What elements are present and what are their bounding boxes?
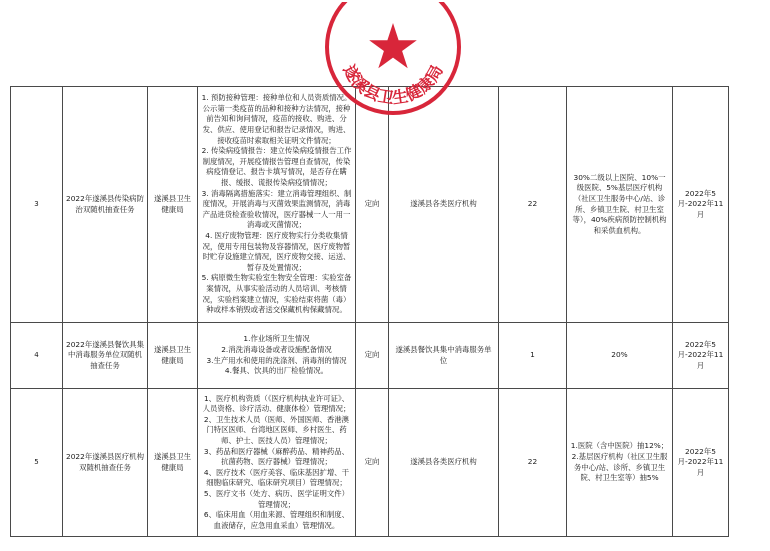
row-object: 遂溪县各类医疗机构 [389, 389, 499, 537]
svg-text:遂溪县卫生健康局: 遂溪县卫生健康局 [339, 61, 447, 108]
row-period: 2022年5月-2022年11月 [673, 323, 729, 389]
row-inspection-items [198, 389, 356, 537]
row-seq: 5 [11, 389, 63, 537]
inspection-item: 1.作业场所卫生情况 [243, 334, 310, 344]
inspection-item: 1、医疗机构资质（《医疗机构执业许可证》、人员资格、诊疗活动、健康体检）管理情况； [202, 393, 351, 414]
star-icon [369, 23, 417, 68]
inspection-task-table [10, 86, 729, 537]
inspection-item: 2、卫生技术人员（医师、外国医师、香港澳门特区医师、台湾地区医师、乡村医生、药师、护士、医技人员）管理情况； [203, 414, 350, 446]
row-inspection-items [198, 87, 356, 323]
row-period: 2022年5月-2022年11月 [673, 389, 729, 537]
row-inspection-items [198, 323, 356, 389]
row-ratio: 1.医院（含中医院）抽12%；2.基层医疗机构（社区卫生服务中心/站、诊所、乡镇卫生院、村卫生室等）抽5% [567, 389, 673, 537]
inspection-item: 2. 传染病疫情报告：建立传染病疫情报告工作制度情况，开展疫情报告管理自查情况，传染病疫情登记、报告卡填写情况，是否存在瞒报、缓报、谎报传染病疫情情况； [201, 146, 352, 188]
inspection-item: 3.生产用水和使用的洗涤剂、消毒剂的情况 [206, 355, 347, 365]
row-task-name: 2022年遂溪县传染病防治双随机抽查任务 [63, 87, 148, 323]
row-object: 遂溪县餐饮具集中消毒服务单位 [389, 323, 499, 389]
row-ratio: 20% [567, 323, 673, 389]
row-task-name: 2022年遂溪县餐饮具集中消毒服务单位双随机抽查任务 [63, 323, 148, 389]
inspection-item: 4、医疗技术（医疗美容、临床基因扩增、干细胞临床研究、临床研究项目）管理情况； [203, 467, 350, 488]
row-seq: 3 [11, 87, 63, 323]
row-period: 2022年5月-2022年11月 [673, 87, 729, 323]
inspection-item: 6、临床用血（用血来源、管理组织和制度、血液储存，应急用血采血）管理情况。 [203, 510, 350, 530]
row-department: 遂溪县卫生健康局 [148, 323, 198, 389]
row-object: 遂溪县各类医疗机构 [389, 87, 499, 323]
inspection-item: 2.消洗消毒设备或者设施配备情况 [221, 344, 332, 354]
row-seq: 4 [11, 323, 63, 389]
row-ratio: 30%二级以上医院、10%一级医院、5%基层医疗机构（社区卫生服务中心/站、诊所、乡镇卫生院、村卫生室等），40%疾病预防控制机构和采供血机构。 [567, 87, 673, 323]
table-row [11, 389, 729, 537]
row-count: 22 [499, 389, 567, 537]
row-task-name: 2022年遂溪县医疗机构双随机抽查任务 [63, 389, 148, 537]
inspection-item: 5. 病原微生物实验室生物安全管理：实验室备案情况，从事实验活动的人员培训、考核情况，实验档案建立情况，实验结束将菌（毒）种或样本销毁或者送交保藏机构保藏情况。 [201, 273, 352, 315]
inspection-item: 3. 消毒隔离措施落实：建立消毒管理组织、制度情况，开展消毒与灭菌效果监测情况，消毒产品进货检查验收情况，医疗器械一人一用一消毒或灭菌情况； [201, 188, 352, 230]
official-seal [318, 2, 468, 116]
table-row [11, 87, 729, 323]
row-count: 22 [499, 87, 567, 323]
inspection-item: 5、医疗文书（处方、病历、医学证明文件）管理情况； [203, 488, 350, 509]
row-method: 定向 [356, 389, 389, 537]
table-row [11, 323, 729, 389]
row-method: 定向 [356, 323, 389, 389]
inspection-item: 3、药品和医疗器械（麻醉药品、精神药品、抗菌药物、医疗器械）管理情况； [203, 446, 350, 467]
row-method: 定向 [356, 87, 389, 323]
row-department: 遂溪县卫生健康局 [148, 389, 198, 537]
row-count: 1 [499, 323, 567, 389]
row-department: 遂溪县卫生健康局 [148, 87, 198, 323]
inspection-item: 4. 医疗废物管理：医疗废物实行分类收集情况，使用专用包装物及容器情况，医疗废物暂时贮存设施建立情况，医疗废物交接、运送、暂存及处置情况； [202, 230, 351, 272]
inspection-item: 4.餐具、饮具的出厂检验情况。 [224, 366, 329, 376]
inspection-item: 1. 预防接种管理：接种单位和人员资质情况。公示第一类疫苗的品种和接种方法情况，接种前告知和询问情况，疫苗的接收、购进、分发、供应、使用登记和报告记录情况，购进、接收疫苗时索取相关证明文件情况； [201, 93, 352, 145]
